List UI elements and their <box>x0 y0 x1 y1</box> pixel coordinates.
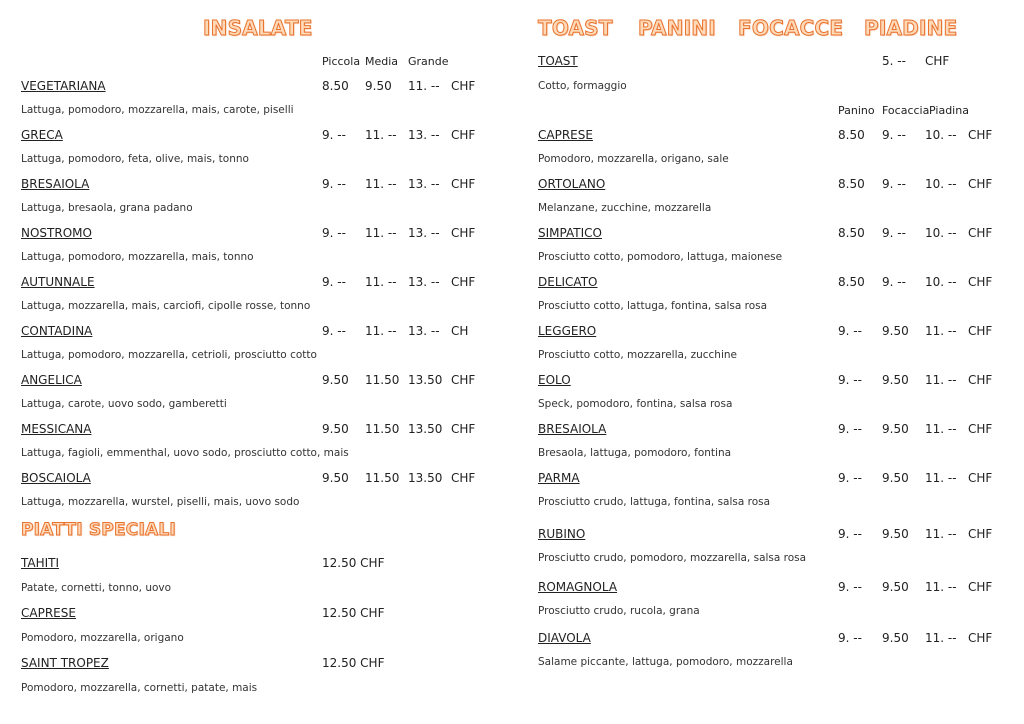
item-currency: CHF <box>968 471 993 485</box>
salad-price-grande: 13.50 <box>408 422 443 436</box>
salad-name: VEGETARIANA <box>21 79 106 93</box>
salad-price-piccola: 9.50 <box>322 471 349 485</box>
salad-price-media: 11. -- <box>365 324 397 338</box>
panino-price: 8.50 <box>838 275 865 289</box>
panino-name: PARMA <box>538 471 580 485</box>
toast-description: Cotto, formaggio <box>538 80 627 92</box>
piadina-price: 10. -- <box>925 177 957 191</box>
panino-price: 9. -- <box>838 527 862 541</box>
panino-description: Prosciutto cotto, pomodoro, lattuga, maionese <box>538 251 783 263</box>
size-header-media: Media <box>365 55 399 68</box>
focaccia-price: 9.50 <box>882 324 909 338</box>
panino-price: 9. -- <box>838 580 862 594</box>
special-description: Pomodoro, mozzarella, origano <box>21 632 184 644</box>
salad-price-media: 11.50 <box>365 373 400 387</box>
focaccia-price: 9.50 <box>882 373 909 387</box>
focacce-heading: FOCACCE <box>738 16 844 40</box>
salad-currency: CHF <box>451 226 476 240</box>
salad-price-media: 11. -- <box>365 177 397 191</box>
special-price: 12.50 CHF <box>322 606 385 620</box>
size-header-piccola: Piccola <box>322 55 361 68</box>
piadina-price: 11. -- <box>925 580 957 594</box>
panino-price: 8.50 <box>838 226 865 240</box>
salad-price-media: 11. -- <box>365 128 397 142</box>
focaccia-price: 9. -- <box>882 275 906 289</box>
panino-description: Pomodoro, mozzarella, origano, sale <box>538 153 729 165</box>
panino-description: Prosciutto crudo, lattuga, fontina, salsa rosa <box>538 496 771 508</box>
item-currency: CHF <box>968 373 993 387</box>
panino-name: DELICATO <box>538 275 598 289</box>
salad-currency: CHF <box>451 79 476 93</box>
panino-price: 9. -- <box>838 373 862 387</box>
panino-name: LEGGERO <box>538 324 597 338</box>
salad-description: Lattuga, mozzarella, mais, carciofi, cipolle rosse, tonno <box>21 300 311 312</box>
panino-description: Prosciutto cotto, mozzarella, zucchine <box>538 349 737 361</box>
panino-price: 9. -- <box>838 324 862 338</box>
item-currency: CHF <box>968 226 993 240</box>
salad-currency: CHF <box>451 373 476 387</box>
special-description: Patate, cornetti, tonno, uovo <box>21 582 172 594</box>
panino-price: 9. -- <box>838 471 862 485</box>
item-currency: CHF <box>968 177 993 191</box>
special-price: 12.50 CHF <box>322 556 385 570</box>
type-header-focaccia: Focaccia <box>882 104 930 117</box>
salad-price-piccola: 9. -- <box>322 128 346 142</box>
salad-currency: CHF <box>451 471 476 485</box>
salad-name: NOSTROMO <box>21 226 92 240</box>
panino-price: 9. -- <box>838 631 862 645</box>
salad-price-piccola: 9.50 <box>322 373 349 387</box>
salad-price-media: 11.50 <box>365 471 400 485</box>
item-currency: CHF <box>968 128 993 142</box>
salad-price-grande: 13.50 <box>408 373 443 387</box>
salad-price-grande: 13. -- <box>408 275 440 289</box>
special-name: SAINT TROPEZ <box>21 656 109 670</box>
salad-name: BRESAIOLA <box>21 177 90 191</box>
special-name: TAHITI <box>21 556 60 570</box>
salad-price-piccola: 9. -- <box>322 177 346 191</box>
piadine-heading: PIADINE <box>864 16 958 40</box>
salad-price-piccola: 9. -- <box>322 324 346 338</box>
focaccia-price: 9. -- <box>882 177 906 191</box>
salad-name: GRECA <box>21 128 63 142</box>
panino-name: CAPRESE <box>538 128 593 142</box>
toast-name: TOAST <box>538 54 578 68</box>
type-header-piadina: Piadina <box>929 104 969 117</box>
item-currency: CHF <box>968 527 993 541</box>
panino-name: BRESAIOLA <box>538 422 607 436</box>
panino-description: Prosciutto cotto, lattuga, fontina, salsa rosa <box>538 300 768 312</box>
salad-description: Lattuga, carote, uovo sodo, gamberetti <box>21 398 227 410</box>
salad-price-media: 11. -- <box>365 226 397 240</box>
piadina-price: 11. -- <box>925 324 957 338</box>
special-name: CAPRESE <box>21 606 76 620</box>
focaccia-price: 9.50 <box>882 580 909 594</box>
salad-price-grande: 13. -- <box>408 324 440 338</box>
item-currency: CHF <box>968 422 993 436</box>
salad-price-piccola: 9. -- <box>322 275 346 289</box>
salad-price-piccola: 9. -- <box>322 226 346 240</box>
piadina-price: 10. -- <box>925 226 957 240</box>
salad-price-piccola: 8.50 <box>322 79 349 93</box>
panino-name: SIMPATICO <box>538 226 602 240</box>
item-currency: CHF <box>968 631 993 645</box>
salad-price-media: 11.50 <box>365 422 400 436</box>
special-description: Pomodoro, mozzarella, cornetti, patate, mais <box>21 682 258 694</box>
panino-name: EOLO <box>538 373 571 387</box>
piadina-price: 11. -- <box>925 373 957 387</box>
type-header-panino: Panino <box>838 104 875 117</box>
panino-price: 9. -- <box>838 422 862 436</box>
insalate-heading: INSALATE <box>203 16 313 40</box>
salad-name: BOSCAIOLA <box>21 471 91 485</box>
piadina-price: 10. -- <box>925 128 957 142</box>
panino-price: 8.50 <box>838 177 865 191</box>
salad-price-grande: 13. -- <box>408 177 440 191</box>
piadina-price: 10. -- <box>925 275 957 289</box>
salad-description: Lattuga, fagioli, emmenthal, uovo sodo, prosciutto cotto, mais <box>21 447 349 459</box>
salad-currency: CHF <box>451 422 476 436</box>
salad-price-piccola: 9.50 <box>322 422 349 436</box>
focaccia-price: 9. -- <box>882 226 906 240</box>
panino-description: Prosciutto crudo, rucola, grana <box>538 605 700 617</box>
salad-price-media: 9.50 <box>365 79 392 93</box>
salad-name: ANGELICA <box>21 373 82 387</box>
item-currency: CHF <box>968 580 993 594</box>
salad-currency: CHF <box>451 128 476 142</box>
toast-price: 5. -- <box>882 54 906 68</box>
salad-description: Lattuga, bresaola, grana padano <box>21 202 193 214</box>
salad-description: Lattuga, pomodoro, feta, olive, mais, tonno <box>21 153 249 165</box>
item-currency: CHF <box>968 324 993 338</box>
panino-description: Bresaola, lattuga, pomodoro, fontina <box>538 447 732 459</box>
salad-name: AUTUNNALE <box>21 275 95 289</box>
panino-name: RUBINO <box>538 527 586 541</box>
panino-description: Speck, pomodoro, fontina, salsa rosa <box>538 398 733 410</box>
size-header-grande: Grande <box>408 55 449 68</box>
toast-currency: CHF <box>925 54 950 68</box>
salad-name: MESSICANA <box>21 422 92 436</box>
salad-description: Lattuga, pomodoro, mozzarella, mais, carote, piselli <box>21 104 294 116</box>
salad-description: Lattuga, pomodoro, mozzarella, cetrioli, prosciutto cotto <box>21 349 317 361</box>
piadina-price: 11. -- <box>925 422 957 436</box>
focaccia-price: 9. -- <box>882 128 906 142</box>
piadina-price: 11. -- <box>925 471 957 485</box>
panino-name: DIAVOLA <box>538 631 591 645</box>
salad-price-grande: 11. -- <box>408 79 440 93</box>
panino-price: 8.50 <box>838 128 865 142</box>
salad-price-media: 11. -- <box>365 275 397 289</box>
toast-heading: TOAST <box>538 16 613 40</box>
salad-currency: CH <box>451 324 469 338</box>
piadina-price: 11. -- <box>925 527 957 541</box>
salad-price-grande: 13. -- <box>408 128 440 142</box>
focaccia-price: 9.50 <box>882 527 909 541</box>
panino-description: Salame piccante, lattuga, pomodoro, mozzarella <box>538 656 793 668</box>
item-currency: CHF <box>968 275 993 289</box>
focaccia-price: 9.50 <box>882 471 909 485</box>
panini-heading: PANINI <box>638 16 716 40</box>
salad-description: Lattuga, pomodoro, mozzarella, mais, tonno <box>21 251 254 263</box>
salad-currency: CHF <box>451 177 476 191</box>
piatti-speciali-heading: PIATTI SPECIALI <box>21 520 176 540</box>
salad-currency: CHF <box>451 275 476 289</box>
salad-description: Lattuga, mozzarella, wurstel, piselli, mais, uovo sodo <box>21 496 300 508</box>
piadina-price: 11. -- <box>925 631 957 645</box>
focaccia-price: 9.50 <box>882 631 909 645</box>
panino-description: Prosciutto crudo, pomodoro, mozzarella, salsa rosa <box>538 552 807 564</box>
panino-name: ORTOLANO <box>538 177 606 191</box>
salad-price-grande: 13.50 <box>408 471 443 485</box>
focaccia-price: 9.50 <box>882 422 909 436</box>
special-price: 12.50 CHF <box>322 656 385 670</box>
panino-description: Melanzane, zucchine, mozzarella <box>538 202 712 214</box>
panino-name: ROMAGNOLA <box>538 580 618 594</box>
salad-name: CONTADINA <box>21 324 93 338</box>
salad-price-grande: 13. -- <box>408 226 440 240</box>
